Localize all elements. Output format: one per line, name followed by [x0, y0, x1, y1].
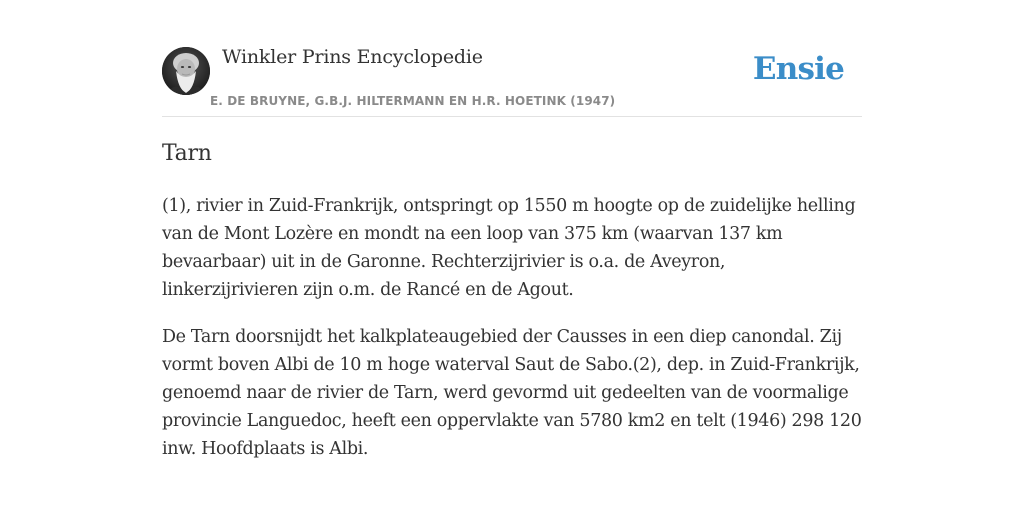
article-paragraph: De Tarn doorsnijdt het kalkplateaugebied der Causses in een diep canondal. Zij vormt boven Albi de 10 m hoge waterval Saut de Sabo.(2), dep. in Zuid-Frankrijk, genoemd naar de rivier de Tarn, werd gevormd uit gedeelten van de voormalige provincie Languedoc, heeft een oppervlakte van 5780 km2 en telt (1946) 298 120 inw. Hoofdplaats is Albi.	[162, 327, 862, 459]
author-avatar[interactable]	[162, 47, 210, 95]
source-title[interactable]: Winkler Prins Encyclopedie	[222, 46, 483, 68]
source-authors: E. DE BRUYNE, G.B.J. HILTERMANN EN H.R. HOETINK (1947)	[210, 94, 616, 108]
article-title: Tarn	[162, 141, 212, 166]
ensie-logo-link[interactable]: Ensie	[752, 51, 844, 87]
portrait-icon	[162, 47, 210, 95]
source-header	[162, 44, 862, 117]
article-paragraph: (1), rivier in Zuid-Frankrijk, ontspringt op 1550 m hoogte op de zuidelijke helling van de Mont Lozère en mondt na een loop van 375 km (waarvan 137 km bevaarbaar) uit in de Garonne. Rechterzijrivier is o.a. de Aveyron, linkerzijrivieren zijn o.m. de Rancé en de Agout.	[162, 196, 856, 300]
article-body	[162, 192, 862, 482]
